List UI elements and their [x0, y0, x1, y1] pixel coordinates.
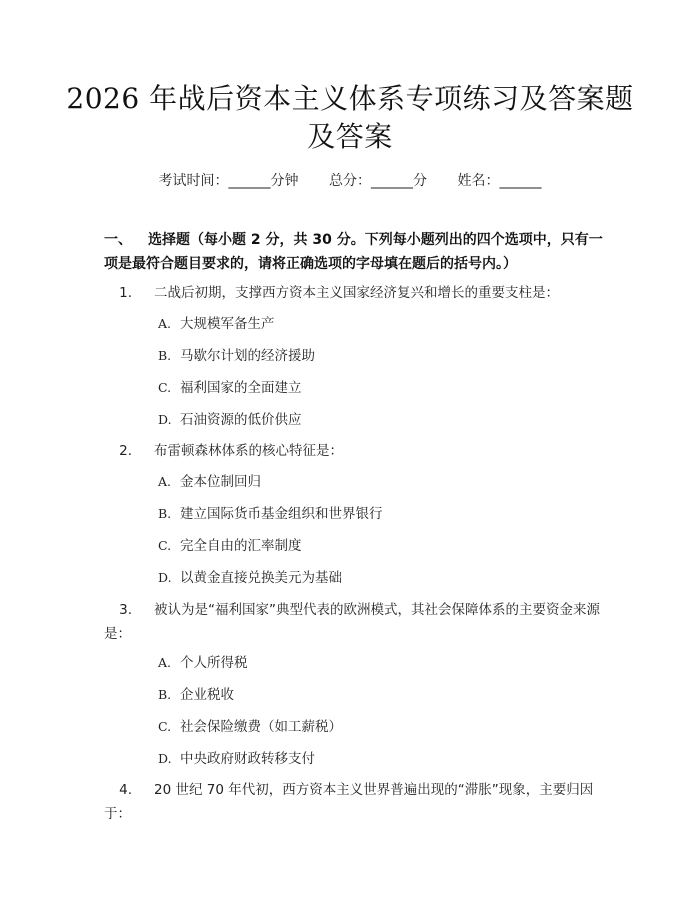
- option-letter: D.: [158, 570, 172, 585]
- question-number: 2.: [119, 443, 132, 459]
- option-text: 社会保险缴费（如工薪税）: [180, 719, 342, 735]
- option-2b: [158, 504, 598, 524]
- option-text: 企业税收: [180, 687, 234, 703]
- question-2: [104, 439, 600, 463]
- question-text: 二战后初期，支撑西方资本主义国家经济复兴和增长的重要支柱是：: [154, 285, 559, 301]
- exam-meta: [0, 170, 700, 190]
- option-text: 建立国际货币基金组织和世界银行: [180, 506, 383, 522]
- option-3a: [158, 653, 598, 673]
- option-3c: [158, 717, 598, 737]
- option-3d: [158, 749, 598, 769]
- option-letter: B.: [158, 348, 172, 363]
- option-letter: A.: [158, 316, 172, 331]
- option-letter: A.: [158, 655, 172, 670]
- option-text: 大规模军备生产: [180, 316, 275, 332]
- exam-score: 总分：______分: [329, 173, 427, 189]
- question-text: 被认为是“福利国家”典型代表的欧洲模式，其社会保障体系的主要资金来源是：: [104, 602, 600, 642]
- option-2c: [158, 536, 598, 556]
- question-number: 3.: [119, 602, 132, 618]
- exam-name: 姓名：______: [457, 173, 542, 189]
- option-text: 中央政府财政转移支付: [180, 751, 315, 767]
- page-title: 2026 年战后资本主义体系专项练习及答案题及答案: [66, 82, 634, 153]
- option-1b: [158, 346, 598, 366]
- option-1a: [158, 314, 598, 334]
- question-1: [104, 281, 600, 305]
- option-letter: C.: [158, 719, 172, 734]
- question-number: 1.: [119, 285, 132, 301]
- option-letter: D.: [158, 412, 172, 427]
- option-2d: [158, 568, 598, 588]
- section-heading: [104, 228, 604, 276]
- option-text: 个人所得税: [180, 655, 248, 671]
- section-number: 一、: [104, 232, 132, 248]
- option-letter: B.: [158, 687, 172, 702]
- option-letter: D.: [158, 751, 172, 766]
- option-text: 福利国家的全面建立: [180, 380, 302, 396]
- option-letter: C.: [158, 538, 172, 553]
- option-letter: B.: [158, 506, 172, 521]
- question-3: [104, 598, 600, 646]
- question-number: 4.: [119, 782, 132, 798]
- option-text: 以黄金直接兑换美元为基础: [180, 570, 342, 586]
- option-1d: [158, 410, 598, 430]
- question-4: [104, 778, 600, 826]
- section-instruction: 选择题（每小题 2 分，共 30 分。下列每小题列出的四个选项中，只有一项是最符合题目要求的，请将正确选项的字母填在题后的括号内。）: [104, 232, 603, 272]
- option-letter: A.: [158, 474, 172, 489]
- option-text: 石油资源的低价供应: [180, 412, 302, 428]
- option-text: 马歇尔计划的经济援助: [180, 348, 315, 364]
- option-letter: C.: [158, 380, 172, 395]
- option-1c: [158, 378, 598, 398]
- option-3b: [158, 685, 598, 705]
- option-text: 完全自由的汇率制度: [180, 538, 302, 554]
- exam-time: 考试时间：______分钟: [158, 173, 299, 189]
- question-text: 20 世纪 70 年代初，西方资本主义世界普遍出现的“滞胀”现象，主要归因于：: [104, 782, 594, 822]
- question-text: 布雷顿森林体系的核心特征是：: [154, 443, 343, 459]
- option-text: 金本位制回归: [180, 474, 261, 490]
- option-2a: [158, 472, 598, 492]
